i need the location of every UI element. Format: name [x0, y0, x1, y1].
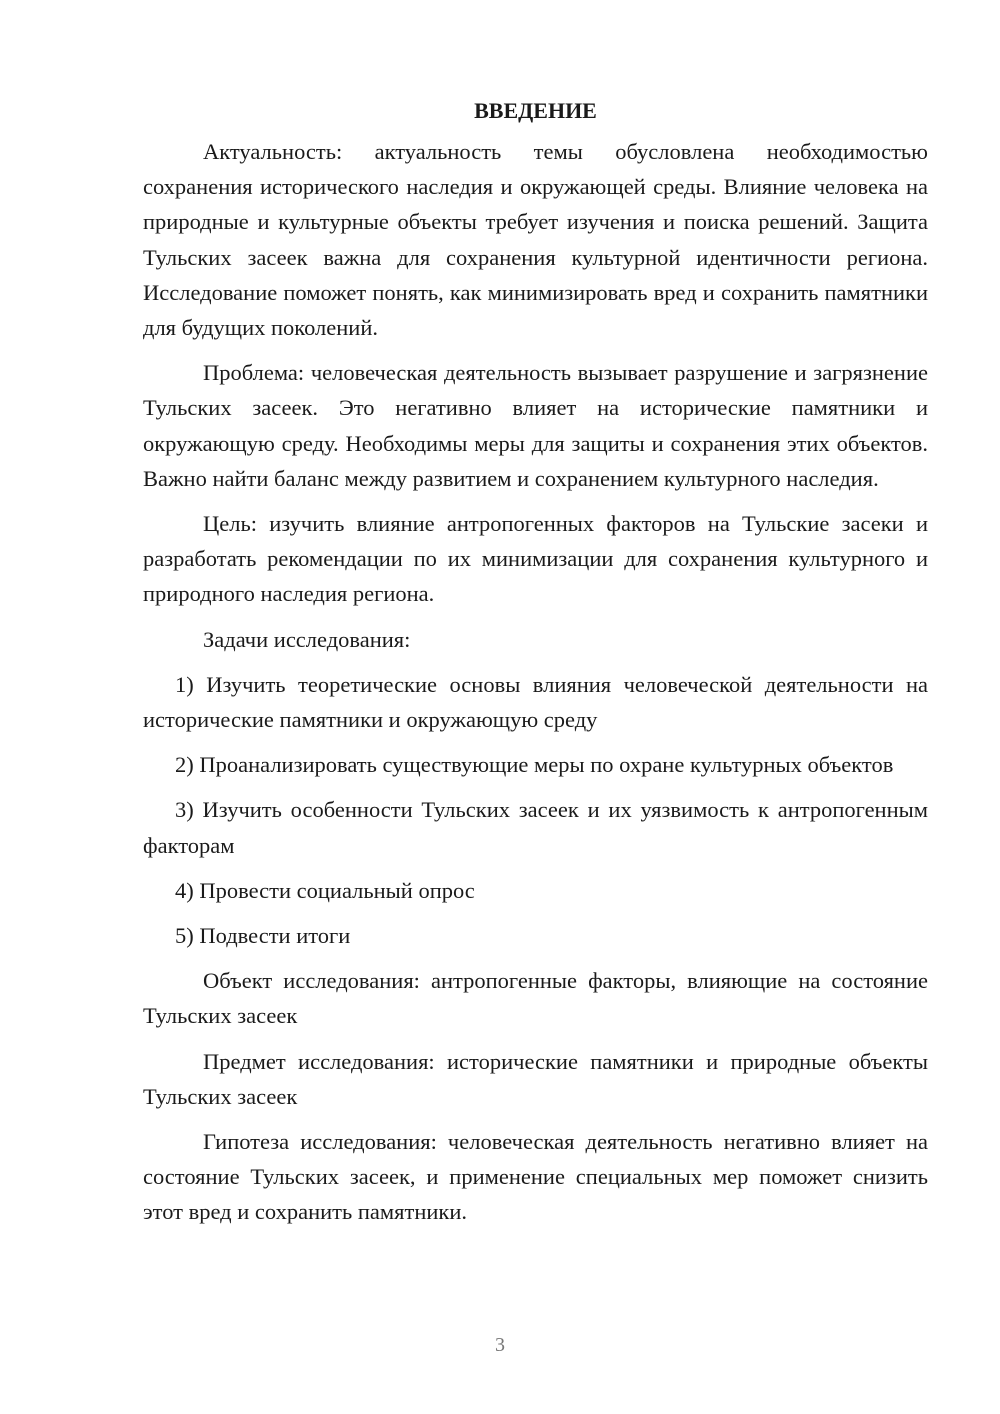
task-item-3: 3) Изучить особенности Тульских засеек и их уязвимость к антропогенным факторам — [143, 797, 928, 858]
task-item-4: 4) Провести социальный опрос — [175, 877, 475, 903]
page-content — [143, 96, 928, 1240]
task-item-2: 2) Проанализировать существующие меры по охране культурных объектов — [175, 752, 894, 778]
task-item-1: 1) Изучить теоретические основы влияния человеческой деятельности на исторические памятники и окружающую среду — [143, 671, 928, 733]
paragraph-object: Объект исследования: антропогенные факторы, влияющие на состояние Тульских засеек — [143, 968, 928, 1029]
section-title: ВВЕДЕНИЕ — [474, 98, 597, 123]
paragraph-hypothesis: Гипотеза исследования: человеческая деятельность негативно влияет на состояние Тульских засеек, и применение специальных мер поможет снизить этот вред и сохранить памятники. — [143, 1129, 928, 1225]
paragraph-goal: Цель: изучить влияние антропогенных факторов на Тульские засеки и разработать рекомендации по их минимизации для сохранения культурного и природного наследия региона. — [143, 511, 928, 607]
task-item-5: 5) Подвести итоги — [175, 923, 351, 949]
page-number: 3 — [495, 1334, 505, 1356]
tasks-heading: Задачи исследования: — [203, 626, 411, 652]
paragraph-relevance: Актуальность: актуальность темы обусловлена необходимостью сохранения исторического наследия и окружающей среды. Влияние человека на природные и культурные объекты требует изучения и поиска решений. Защита Тульских засеек важна для сохранения культурной идентичности региона. Исследование поможет понять, как минимизировать вред и сохранить памятники для будущих поколений. — [143, 139, 928, 341]
paragraph-problem: Проблема: человеческая деятельность вызывает разрушение и загрязнение Тульских засеек. Это негативно влияет на исторические памятники и окружающую среду. Необходимы меры для защиты и сохранения этих объектов. Важно найти баланс между развитием и сохранением культурного наследия. — [143, 360, 928, 491]
paragraph-subject: Предмет исследования: исторические памятники и природные объекты Тульских засеек — [143, 1048, 928, 1109]
